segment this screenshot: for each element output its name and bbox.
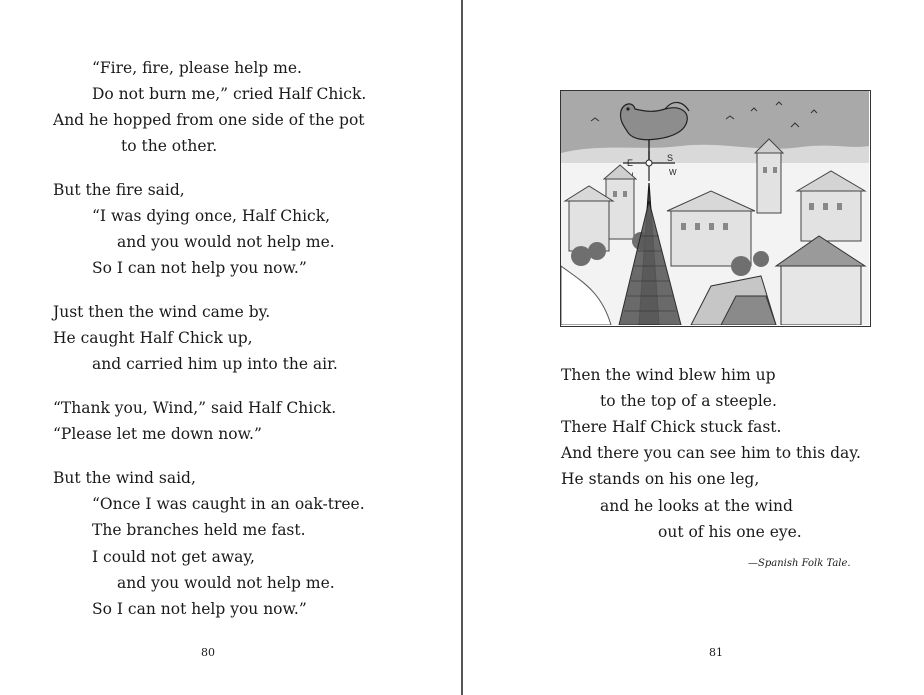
steeple-illustration xyxy=(560,90,871,327)
text-line: “Fire, fire, please help me. xyxy=(92,59,302,77)
compass-letter-e: E xyxy=(627,158,634,168)
text-line: “Please let me down now.” xyxy=(53,425,262,443)
compass-letter-w: W xyxy=(669,168,677,177)
text-line: Then the wind blew him up xyxy=(561,366,776,384)
text-line: and he looks at the wind xyxy=(600,497,793,515)
attribution: —Spanish Folk Tale. xyxy=(748,558,851,569)
illustration-svg xyxy=(561,91,869,325)
left-page xyxy=(0,0,461,695)
text-line: There Half Chick stuck fast. xyxy=(561,418,782,436)
distant-hills xyxy=(561,145,869,166)
text-line: But the wind said, xyxy=(53,469,196,487)
book-gutter xyxy=(461,0,463,695)
text-line: I could not get away, xyxy=(92,548,255,566)
text-line: And he hopped from one side of the pot xyxy=(53,111,365,129)
text-line: to the other. xyxy=(121,137,218,155)
text-line: The branches held me fast. xyxy=(92,521,306,539)
text-line: and carried him up into the air. xyxy=(92,355,338,373)
text-line: “I was dying once, Half Chick, xyxy=(92,207,331,225)
text-line: to the top of a steeple. xyxy=(600,392,777,410)
text-line: and you would not help me. xyxy=(117,233,335,251)
page-number: 80 xyxy=(201,646,215,659)
page-number: 81 xyxy=(709,646,723,659)
text-line: Do not burn me,” cried Half Chick. xyxy=(92,85,367,103)
text-line: He caught Half Chick up, xyxy=(53,329,253,347)
text-line: and you would not help me. xyxy=(117,574,335,592)
text-line: But the fire said, xyxy=(53,181,185,199)
text-line: And there you can see him to this day. xyxy=(561,444,861,462)
text-line: out of his one eye. xyxy=(658,523,802,541)
compass-letter-s: S xyxy=(667,153,674,163)
text-line: So I can not help you now.” xyxy=(92,600,307,618)
text-line: He stands on his one leg, xyxy=(561,470,760,488)
text-line: So I can not help you now.” xyxy=(92,259,307,277)
text-line: Just then the wind came by. xyxy=(53,303,271,321)
text-line: “Once I was caught in an oak-tree. xyxy=(92,495,365,513)
text-line: “Thank you, Wind,” said Half Chick. xyxy=(53,399,337,417)
